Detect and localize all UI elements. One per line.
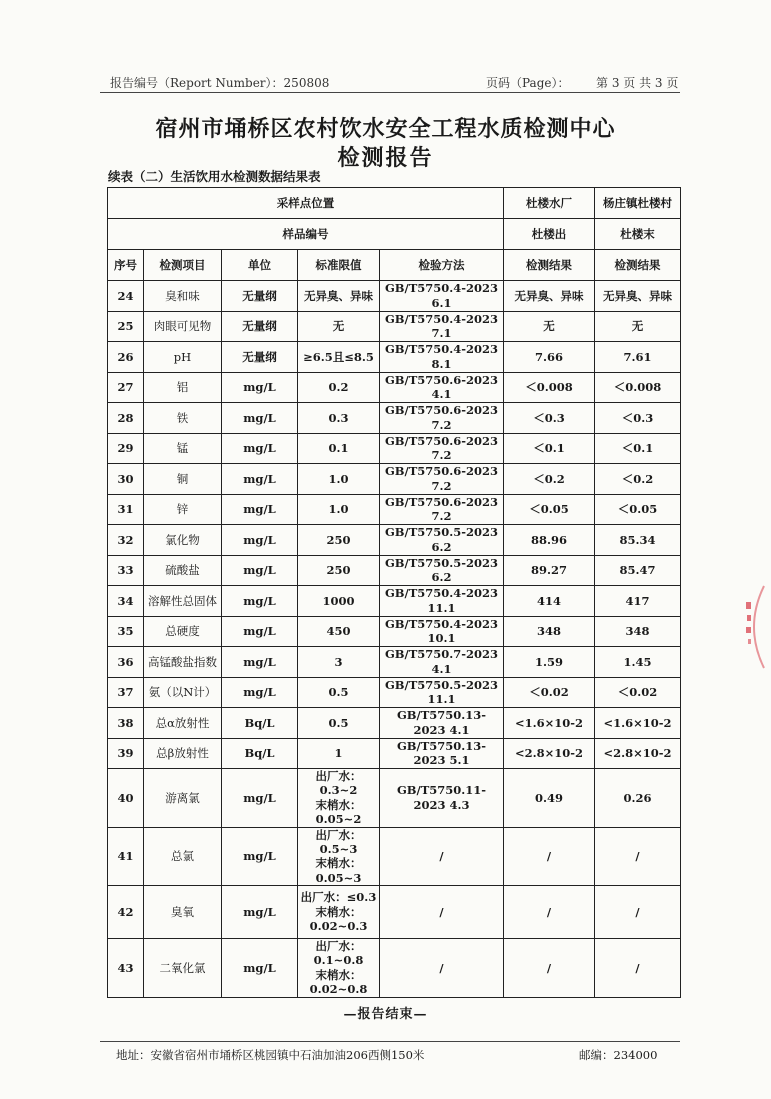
test-item: pH — [144, 342, 222, 373]
result-site-1: 88.96 — [504, 525, 595, 556]
standard-limit: ≥6.5且≤8.5 — [298, 342, 380, 373]
unit: 无量纲 — [222, 311, 298, 342]
test-method: / — [380, 939, 504, 998]
result-site-1: <1.6×10-2 — [504, 708, 595, 739]
table-row — [108, 939, 681, 998]
standard-limit: 1.0 — [298, 494, 380, 525]
row-number: 41 — [108, 827, 144, 886]
report-end-mark: —报告结束— — [343, 1007, 428, 1022]
result-site-1: ＜0.2 — [504, 464, 595, 495]
col-header: 检测结果 — [504, 250, 595, 281]
row-number: 29 — [108, 433, 144, 464]
test-item: 肉眼可见物 — [144, 311, 222, 342]
standard-limit: 0.3 — [298, 403, 380, 434]
result-site-1: 无异臭、异味 — [504, 281, 595, 312]
row-number: 36 — [108, 647, 144, 678]
result-site-2: ＜0.02 — [595, 677, 681, 708]
unit: 无量纲 — [222, 281, 298, 312]
unit: mg/L — [222, 433, 298, 464]
row-number: 30 — [108, 464, 144, 495]
table-row — [108, 403, 681, 434]
table-row — [108, 372, 681, 403]
unit: mg/L — [222, 464, 298, 495]
unit: mg/L — [222, 372, 298, 403]
result-site-1: / — [504, 939, 595, 998]
result-site-2: 0.26 — [595, 769, 681, 828]
result-site-1: ＜0.05 — [504, 494, 595, 525]
test-item: 锰 — [144, 433, 222, 464]
unit: Bq/L — [222, 708, 298, 739]
table-row — [108, 738, 681, 769]
table-row — [108, 281, 681, 312]
result-site-2: <2.8×10-2 — [595, 738, 681, 769]
standard-limit: 1.0 — [298, 464, 380, 495]
result-site-2: 348 — [595, 616, 681, 647]
report-title: 检测报告 — [337, 145, 434, 171]
report-number: 报告编号（Report Number）：250808 — [110, 76, 330, 90]
row-number: 28 — [108, 403, 144, 434]
test-method: GB/T5750.4-2023 11.1 — [380, 586, 504, 617]
row-number: 27 — [108, 372, 144, 403]
result-site-2: <1.6×10-2 — [595, 708, 681, 739]
result-site-2: ＜0.1 — [595, 433, 681, 464]
test-method: GB/T5750.4-2023 10.1 — [380, 616, 504, 647]
test-method: GB/T5750.11-2023 4.3 — [380, 769, 504, 828]
test-item: 游离氯 — [144, 769, 222, 828]
test-item: 高锰酸盐指数 — [144, 647, 222, 678]
standard-limit: 450 — [298, 616, 380, 647]
result-site-2: ＜0.3 — [595, 403, 681, 434]
test-method: GB/T5750.4-2023 7.1 — [380, 311, 504, 342]
row-number: 33 — [108, 555, 144, 586]
test-item: 二氧化氯 — [144, 939, 222, 998]
row-number: 42 — [108, 886, 144, 939]
result-site-1: / — [504, 886, 595, 939]
page-count: 第 3 页 共 3 页 — [596, 76, 679, 90]
table-row — [108, 494, 681, 525]
result-site-2: 无异臭、异味 — [595, 281, 681, 312]
test-method: / — [380, 827, 504, 886]
standard-limit: 0.2 — [298, 372, 380, 403]
sample-number-row — [108, 219, 681, 250]
result-site-1: 无 — [504, 311, 595, 342]
result-site-2: ＜0.2 — [595, 464, 681, 495]
result-site-1: <2.8×10-2 — [504, 738, 595, 769]
table-row — [108, 886, 681, 939]
test-item: 臭氧 — [144, 886, 222, 939]
sample-number-label: 样品编号 — [108, 219, 504, 250]
sampling-location-row — [108, 188, 681, 219]
unit: mg/L — [222, 616, 298, 647]
unit: mg/L — [222, 769, 298, 828]
test-method: GB/T5750.5-2023 6.2 — [380, 525, 504, 556]
standard-limit: 无 — [298, 311, 380, 342]
result-site-2: ＜0.008 — [595, 372, 681, 403]
result-site-1: ＜0.008 — [504, 372, 595, 403]
test-item: 总β放射性 — [144, 738, 222, 769]
result-site-2: 85.47 — [595, 555, 681, 586]
standard-limit: 0.5 — [298, 708, 380, 739]
test-item: 总硬度 — [144, 616, 222, 647]
result-site-1: 0.49 — [504, 769, 595, 828]
test-method: GB/T5750.5-2023 6.2 — [380, 555, 504, 586]
test-item: 氨（以N计） — [144, 677, 222, 708]
row-number: 40 — [108, 769, 144, 828]
row-number: 35 — [108, 616, 144, 647]
col-header: 检测项目 — [144, 250, 222, 281]
test-method: GB/T5750.7-2023 4.1 — [380, 647, 504, 678]
result-site-1: ＜0.02 — [504, 677, 595, 708]
result-site-2: / — [595, 827, 681, 886]
col-header: 序号 — [108, 250, 144, 281]
result-site-2: 无 — [595, 311, 681, 342]
test-item: 铜 — [144, 464, 222, 495]
table-row — [108, 525, 681, 556]
test-method: GB/T5750.6-2023 7.2 — [380, 494, 504, 525]
standard-limit: 250 — [298, 555, 380, 586]
table-row — [108, 769, 681, 828]
row-number: 26 — [108, 342, 144, 373]
test-method: GB/T5750.6-2023 7.2 — [380, 403, 504, 434]
table-row — [108, 555, 681, 586]
footer-address: 地址：安徽省宿州市埇桥区桃园镇中石油加油206西侧150米 — [116, 1048, 425, 1062]
report-header — [100, 68, 680, 92]
col-header: 检验方法 — [380, 250, 504, 281]
standard-limit: 0.5 — [298, 677, 380, 708]
standard-limit: 出厂水：0.3~2 末梢水：0.05~2 — [298, 769, 380, 828]
table-row — [108, 708, 681, 739]
col-header: 单位 — [222, 250, 298, 281]
table-row — [108, 342, 681, 373]
table-row — [108, 311, 681, 342]
result-site-1: 1.59 — [504, 647, 595, 678]
test-method: GB/T5750.13-2023 5.1 — [380, 738, 504, 769]
test-method: GB/T5750.13-2023 4.1 — [380, 708, 504, 739]
unit: mg/L — [222, 886, 298, 939]
test-item: 硫酸盐 — [144, 555, 222, 586]
column-header-row — [108, 250, 681, 281]
footer-zip: 邮编：234000 — [579, 1048, 658, 1062]
result-site-2: 417 — [595, 586, 681, 617]
result-site-1: ＜0.1 — [504, 433, 595, 464]
site-2: 杨庄镇杜楼村 — [595, 188, 681, 219]
test-item: 总α放射性 — [144, 708, 222, 739]
col-header: 标准限值 — [298, 250, 380, 281]
site-1: 杜楼水厂 — [504, 188, 595, 219]
unit: mg/L — [222, 555, 298, 586]
result-site-2: / — [595, 886, 681, 939]
test-item: 锌 — [144, 494, 222, 525]
unit: mg/L — [222, 494, 298, 525]
organization-title: 宿州市埇桥区农村饮水安全工程水质检测中心 — [155, 116, 616, 142]
result-site-1: ＜0.3 — [504, 403, 595, 434]
test-method: GB/T5750.6-2023 7.2 — [380, 464, 504, 495]
table-row — [108, 433, 681, 464]
standard-limit: 1000 — [298, 586, 380, 617]
test-method: GB/T5750.5-2023 11.1 — [380, 677, 504, 708]
standard-limit: 出厂水：0.1~0.8 末梢水： 0.02~0.8 — [298, 939, 380, 998]
result-site-2: 85.34 — [595, 525, 681, 556]
table-row — [108, 677, 681, 708]
test-item: 铁 — [144, 403, 222, 434]
row-number: 38 — [108, 708, 144, 739]
test-item: 臭和味 — [144, 281, 222, 312]
result-site-2: 1.45 — [595, 647, 681, 678]
test-item: 溶解性总固体 — [144, 586, 222, 617]
result-site-2: 7.61 — [595, 342, 681, 373]
test-method: GB/T5750.6-2023 4.1 — [380, 372, 504, 403]
result-site-1: 7.66 — [504, 342, 595, 373]
unit: 无量纲 — [222, 342, 298, 373]
standard-limit: 无异臭、异味 — [298, 281, 380, 312]
table-row — [108, 827, 681, 886]
standard-limit: 0.1 — [298, 433, 380, 464]
row-number: 34 — [108, 586, 144, 617]
standard-limit: 3 — [298, 647, 380, 678]
standard-limit: 1 — [298, 738, 380, 769]
standard-limit: 出厂水：0.5~3 末梢水：0.05~3 — [298, 827, 380, 886]
result-site-1: 348 — [504, 616, 595, 647]
table-row — [108, 586, 681, 617]
test-item: 总氯 — [144, 827, 222, 886]
row-number: 37 — [108, 677, 144, 708]
row-number: 24 — [108, 281, 144, 312]
row-number: 43 — [108, 939, 144, 998]
test-item: 氯化物 — [144, 525, 222, 556]
result-site-2: ＜0.05 — [595, 494, 681, 525]
standard-limit: 出厂水：≤0.3 末梢水： 0.02~0.3 — [298, 886, 380, 939]
standard-limit: 250 — [298, 525, 380, 556]
unit: mg/L — [222, 647, 298, 678]
result-site-1: / — [504, 827, 595, 886]
test-method: GB/T5750.6-2023 7.2 — [380, 433, 504, 464]
table-row — [108, 647, 681, 678]
unit: mg/L — [222, 403, 298, 434]
row-number: 25 — [108, 311, 144, 342]
unit: mg/L — [222, 827, 298, 886]
test-method: GB/T5750.4-2023 6.1 — [380, 281, 504, 312]
red-seal-stamp — [738, 582, 768, 672]
table-row — [108, 616, 681, 647]
footer-divider — [100, 1041, 680, 1042]
result-site-2: / — [595, 939, 681, 998]
table-row — [108, 464, 681, 495]
test-method: GB/T5750.4-2023 8.1 — [380, 342, 504, 373]
sample-1: 杜楼出 — [504, 219, 595, 250]
test-method: / — [380, 886, 504, 939]
row-number: 32 — [108, 525, 144, 556]
result-site-1: 89.27 — [504, 555, 595, 586]
unit: mg/L — [222, 939, 298, 998]
row-number: 39 — [108, 738, 144, 769]
test-item: 铝 — [144, 372, 222, 403]
sample-2: 杜楼末 — [595, 219, 681, 250]
row-number: 31 — [108, 494, 144, 525]
result-site-1: 414 — [504, 586, 595, 617]
unit: mg/L — [222, 677, 298, 708]
table-subtitle: 续表（二）生活饮用水检测数据结果表 — [108, 169, 321, 184]
unit: mg/L — [222, 586, 298, 617]
results-table — [107, 187, 681, 998]
unit: mg/L — [222, 525, 298, 556]
col-header: 检测结果 — [595, 250, 681, 281]
page-label: 页码（Page）： — [486, 76, 570, 90]
sampling-location-label: 采样点位置 — [108, 188, 504, 219]
header-divider — [100, 92, 680, 93]
unit: Bq/L — [222, 738, 298, 769]
